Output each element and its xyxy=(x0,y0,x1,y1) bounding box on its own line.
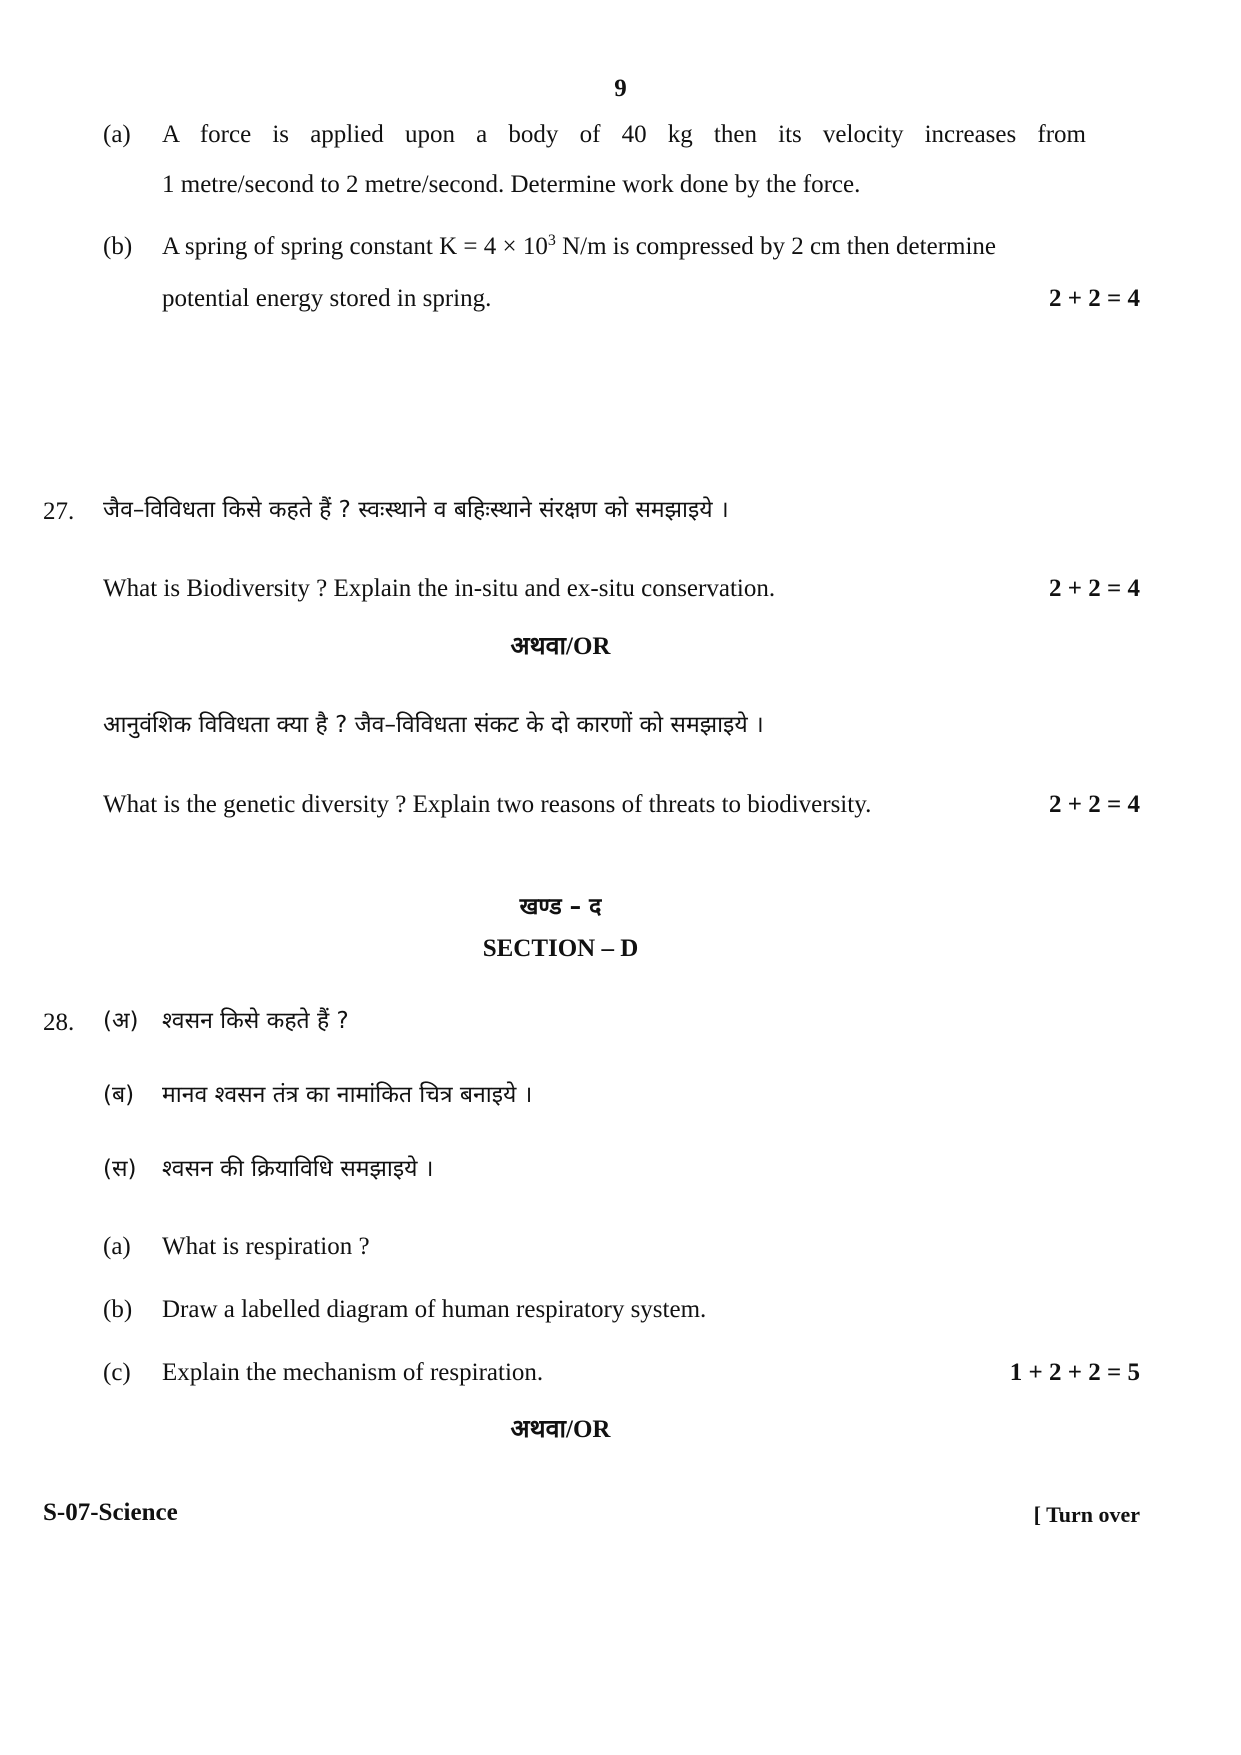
q27-marks: 2 + 2 = 4 xyxy=(1049,575,1140,602)
footer-code: S-07-Science xyxy=(43,1499,178,1526)
q26a-line1: A force is applied upon a body of 40 kg then its velocity increases from xyxy=(162,121,1086,148)
footer-turn-over: [ Turn over xyxy=(1033,1502,1140,1527)
q27-number: 27. xyxy=(43,498,75,525)
q27-alt-hindi: आनुवंशिक विविधता क्या है ? जैव–विविधता संकट के दो कारणों को समझाइये । xyxy=(103,712,764,738)
q26b-line1-pre: A spring of spring constant K = 4 × 10 xyxy=(162,233,548,260)
q26b-line2: potential energy stored in spring. xyxy=(162,285,492,312)
q28-english-part-a-label: (a) xyxy=(103,1233,131,1260)
q26a-line2: 1 metre/second to 2 metre/second. Determine work done by the force. xyxy=(162,171,861,198)
section-title: SECTION – D xyxy=(482,935,639,962)
q28-english-part-c-label: (c) xyxy=(103,1359,131,1386)
q28-marks: 1 + 2 + 2 = 5 xyxy=(1009,1359,1140,1386)
q27-english: What is Biodiversity ? Explain the in-situ and ex-situ conservation. xyxy=(103,575,776,602)
q26b-exponent: 3 xyxy=(547,232,556,249)
q28-hindi-part-c: श्वसन की क्रियाविधि समझाइये । xyxy=(162,1156,434,1182)
q26b-line1 xyxy=(162,232,996,262)
q27-alt-english: What is the genetic diversity ? Explain two reasons of threats to biodiversity. xyxy=(103,791,872,818)
q28-hindi-part-c-label: (स) xyxy=(103,1156,137,1182)
page-number: 9 xyxy=(614,75,627,102)
q28-english-part-b: Draw a labelled diagram of human respiratory system. xyxy=(162,1296,707,1323)
q27-or: अथवा/OR xyxy=(510,633,611,660)
q28-english-part-a: What is respiration ? xyxy=(162,1233,370,1260)
section-title-hindi: खण्ड – द xyxy=(519,894,602,920)
q26-marks: 2 + 2 = 4 xyxy=(1049,285,1140,312)
q26b-label: (b) xyxy=(103,233,133,260)
q28-english-part-c: Explain the mechanism of respiration. xyxy=(162,1359,544,1386)
q26b-line1-post: N/m is compressed by 2 cm then determine xyxy=(555,233,997,260)
q28-or: अथवा/OR xyxy=(510,1416,611,1443)
q26a-label: (a) xyxy=(103,121,131,148)
q28-english-part-b-label: (b) xyxy=(103,1296,133,1323)
q28-hindi-part-b: मानव श्वसन तंत्र का नामांकित चित्र बनाइये । xyxy=(162,1082,533,1108)
q28-hindi-part-a: श्वसन किसे कहते हैं ? xyxy=(162,1008,349,1034)
q27-hindi: जैव–विविधता किसे कहते हैं ? स्वःस्थाने व बहिःस्थाने संरक्षण को समझाइये । xyxy=(103,497,729,523)
q28-number: 28. xyxy=(43,1009,75,1036)
q28-hindi-part-b-label: (ब) xyxy=(103,1082,135,1108)
q28-hindi-part-a-label: (अ) xyxy=(103,1008,139,1034)
q27-alt-marks: 2 + 2 = 4 xyxy=(1049,791,1140,818)
